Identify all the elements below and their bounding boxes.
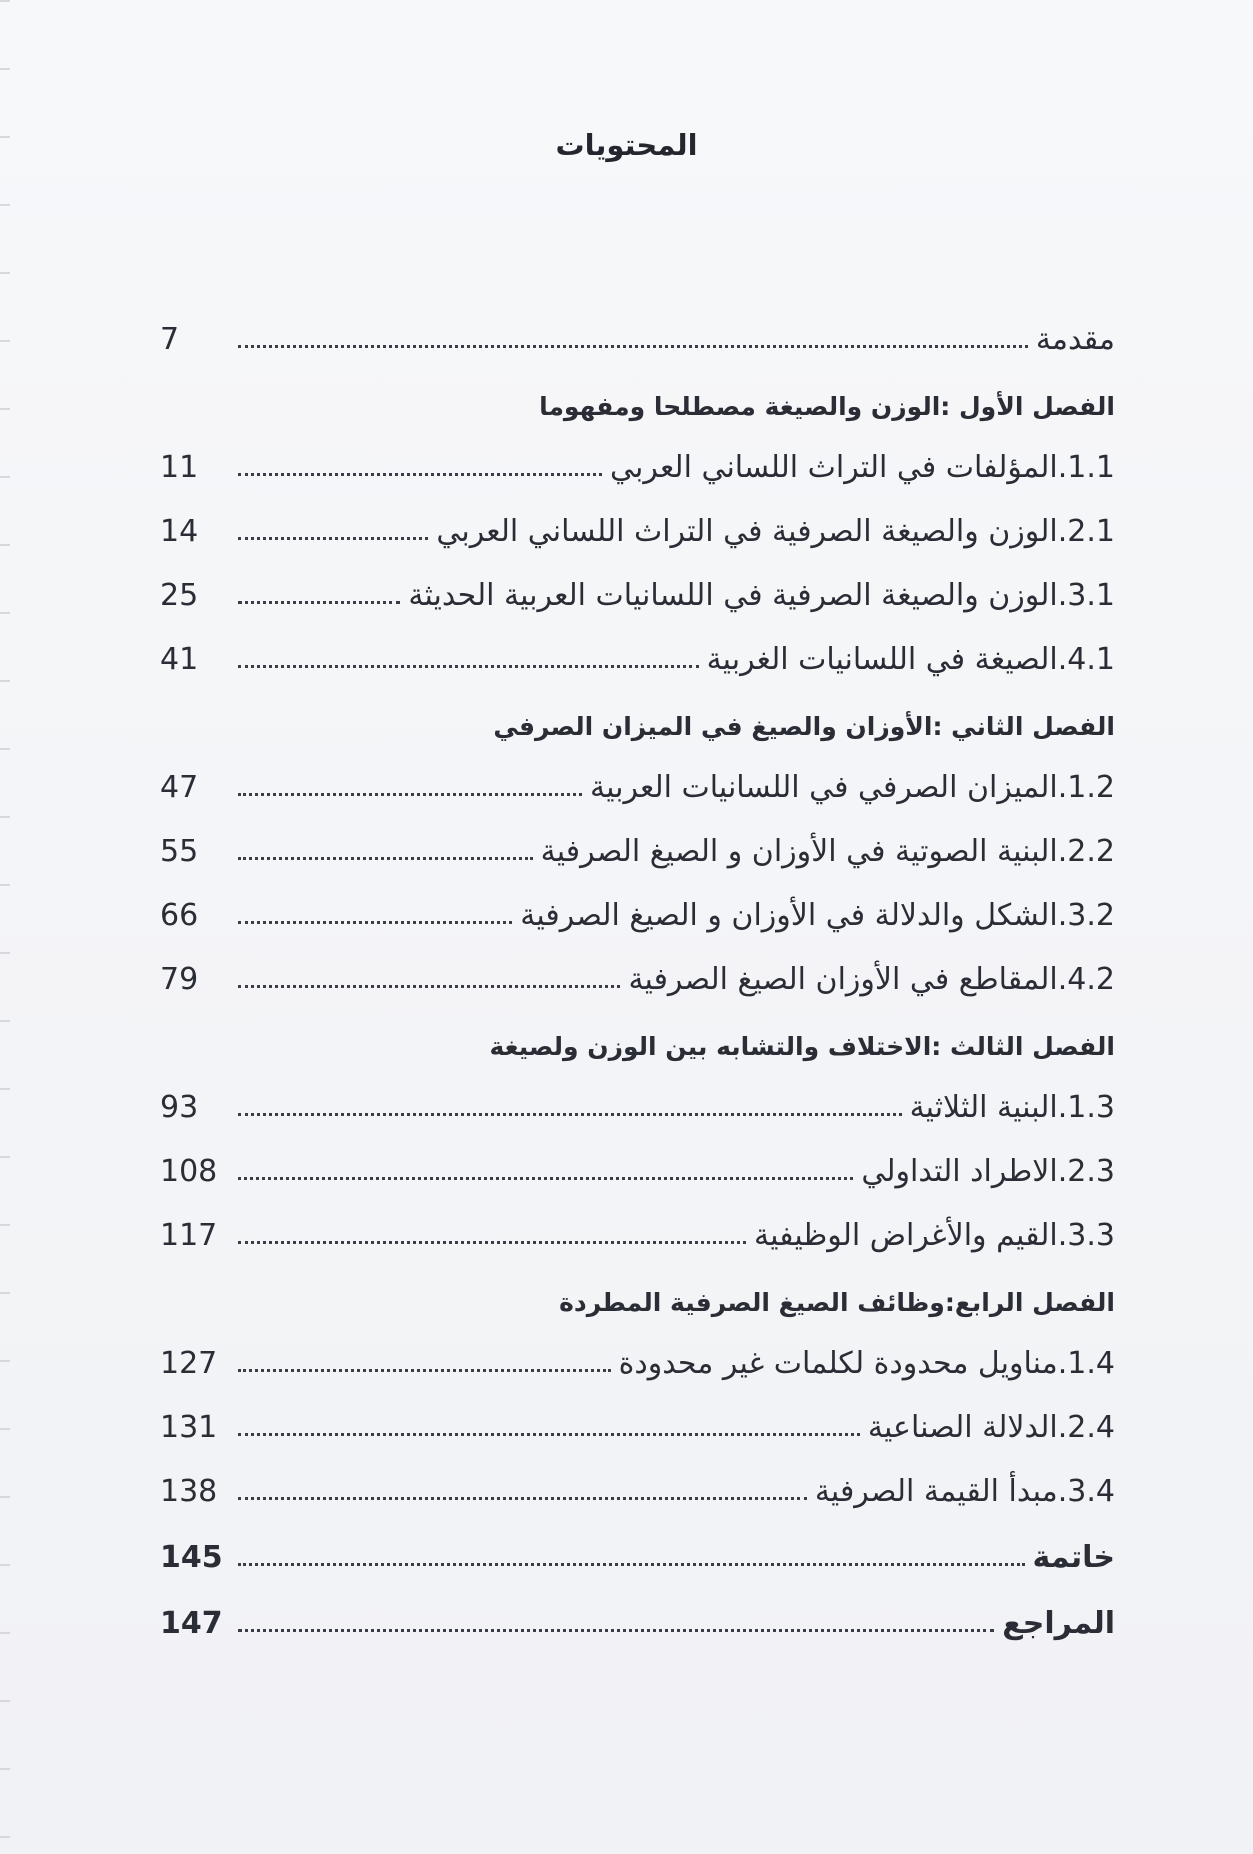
toc-page-number: 14 xyxy=(160,514,199,549)
toc-page-number: 25 xyxy=(160,578,199,613)
toc-page-number: 138 xyxy=(160,1474,218,1509)
toc-entry-label: المراجع xyxy=(1002,1606,1115,1641)
dot-leader xyxy=(238,793,582,796)
toc-entry-label: خاتمة xyxy=(1032,1540,1115,1575)
dot-leader xyxy=(238,473,602,476)
toc-entry-label: مقدمة xyxy=(1035,322,1115,357)
toc-entry-label: 4.2.المقاطع في الأوزان الصيغ الصرفية xyxy=(628,962,1115,997)
toc-entry-label: 1.1.المؤلفات في التراث اللساني العربي xyxy=(610,450,1115,485)
dot-leader xyxy=(238,1241,746,1244)
toc-entry-label: 2.2.البنية الصوتية في الأوزان و الصيغ الصرفية xyxy=(540,834,1115,869)
toc-page-number: 55 xyxy=(160,834,199,869)
toc-entry-references xyxy=(160,1575,1115,1641)
dot-leader xyxy=(238,1433,860,1436)
chapter-title: الفصل الثاني :الأوزان والصيغ في الميزان الصرفي xyxy=(493,712,1115,741)
toc-entry xyxy=(160,485,1115,549)
chapter-title: الفصل الرابع:وظائف الصيغ الصرفية المطردة xyxy=(559,1288,1115,1317)
dot-leader xyxy=(238,345,1028,348)
toc-entry-label: 2.4.الدلالة الصناعية xyxy=(867,1410,1115,1445)
toc-entry-label: 3.2.الشكل والدلالة في الأوزان و الصيغ الصرفية xyxy=(520,898,1115,933)
toc-page-number: 7 xyxy=(160,322,180,357)
toc-page-number: 117 xyxy=(160,1218,218,1253)
toc-entry xyxy=(160,933,1115,997)
chapter-title: الفصل الثالث :الاختلاف والتشابه بين الوزن ولصيغة xyxy=(489,1032,1115,1061)
table-of-contents xyxy=(160,293,1115,1641)
toc-page-number: 127 xyxy=(160,1346,218,1381)
toc-page-number: 131 xyxy=(160,1410,218,1445)
toc-entry xyxy=(160,421,1115,485)
toc-page-number: 147 xyxy=(160,1606,223,1641)
page-binding-edge xyxy=(0,0,10,1854)
toc-page-number: 41 xyxy=(160,642,199,677)
chapter-heading xyxy=(160,1253,1115,1317)
toc-entry-intro xyxy=(160,293,1115,357)
toc-entry-label: 1.3.البنية الثلاثية xyxy=(909,1090,1115,1125)
dot-leader xyxy=(238,1369,611,1372)
toc-entry-label: 4.1.الصيغة في اللسانيات الغربية xyxy=(706,642,1115,677)
toc-entry xyxy=(160,1125,1115,1189)
toc-entry xyxy=(160,1061,1115,1125)
toc-entry xyxy=(160,1189,1115,1253)
dot-leader xyxy=(238,985,620,988)
toc-entry xyxy=(160,549,1115,613)
toc-page-number: 79 xyxy=(160,962,199,997)
toc-entry xyxy=(160,869,1115,933)
dot-leader xyxy=(238,601,400,604)
toc-entry xyxy=(160,741,1115,805)
toc-entry xyxy=(160,1381,1115,1445)
toc-entry-label: 1.4.مناويل محدودة لكلمات غير محدودة xyxy=(618,1346,1115,1381)
toc-entry-label: 1.2.الميزان الصرفي في اللسانيات العربية xyxy=(589,770,1115,805)
toc-entry xyxy=(160,805,1115,869)
toc-entry xyxy=(160,1445,1115,1509)
toc-page-number: 47 xyxy=(160,770,199,805)
toc-entry-label: 3.1.الوزن والصيغة الصرفية في اللسانيات العربية الحديثة xyxy=(408,578,1115,613)
dot-leader xyxy=(238,1497,807,1500)
dot-leader xyxy=(238,537,428,540)
toc-entry-label: 3.4.مبدأ القيمة الصرفية xyxy=(814,1474,1115,1509)
toc-entry xyxy=(160,1317,1115,1381)
dot-leader xyxy=(238,665,699,668)
dot-leader xyxy=(238,1629,994,1632)
toc-page-number: 145 xyxy=(160,1540,223,1575)
page-title: المحتويات xyxy=(555,128,698,162)
dot-leader xyxy=(238,1113,902,1116)
dot-leader xyxy=(238,1177,853,1180)
toc-entry-label: 2.1.الوزن والصيغة الصرفية في التراث اللساني العربي xyxy=(436,514,1115,549)
toc-entry xyxy=(160,613,1115,677)
chapter-heading xyxy=(160,357,1115,421)
toc-page-number: 66 xyxy=(160,898,199,933)
toc-entry-label: 3.3.القيم والأغراض الوظيفية xyxy=(754,1218,1115,1253)
dot-leader xyxy=(238,921,512,924)
toc-entry-label: 2.3.الاطراد التداولي xyxy=(861,1154,1115,1189)
toc-page-number: 108 xyxy=(160,1154,218,1189)
chapter-heading xyxy=(160,997,1115,1061)
dot-leader xyxy=(238,857,533,860)
toc-entry-conclusion xyxy=(160,1509,1115,1575)
chapter-title: الفصل الأول :الوزن والصيغة مصطلحا ومفهوما xyxy=(539,392,1115,421)
dot-leader xyxy=(238,1563,1025,1566)
toc-page-number: 11 xyxy=(160,450,199,485)
chapter-heading xyxy=(160,677,1115,741)
toc-page-number: 93 xyxy=(160,1090,199,1125)
